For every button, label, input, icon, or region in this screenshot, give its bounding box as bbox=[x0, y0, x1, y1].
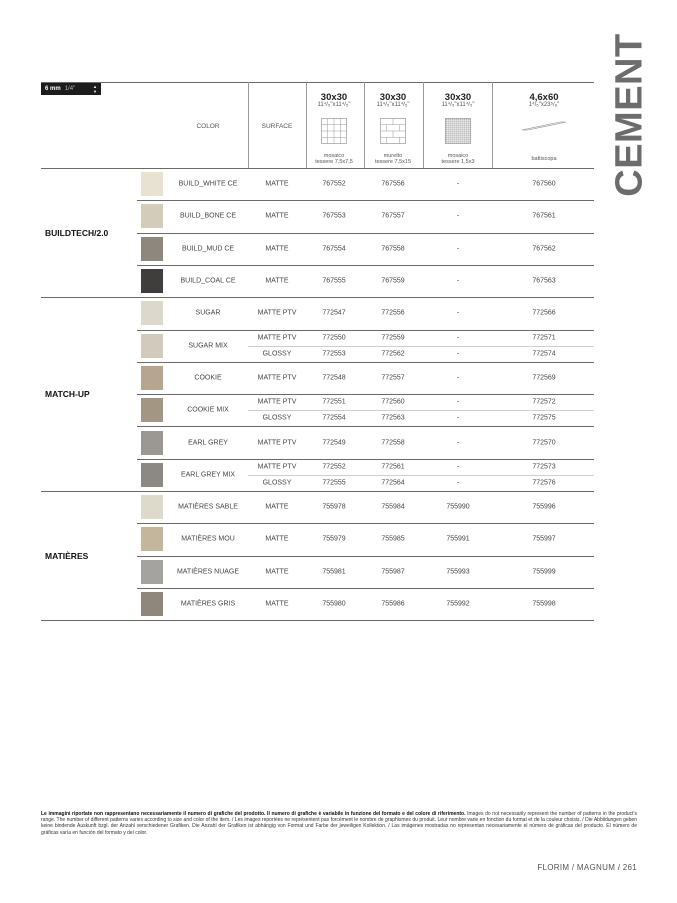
color-swatch bbox=[141, 334, 163, 358]
product-code: - bbox=[456, 398, 460, 406]
updown-arrow-icon: ▲ ▼ bbox=[93, 84, 97, 94]
format-note-tiles: tessere 7,5x15 bbox=[374, 159, 412, 165]
product-code: 772564 bbox=[381, 479, 405, 487]
color-name: MATIÈRES SABLE bbox=[178, 503, 238, 511]
product-code: 772557 bbox=[381, 374, 405, 382]
row-divider bbox=[137, 265, 594, 266]
product-code: 772553 bbox=[322, 350, 346, 358]
surface-finish: MATTE bbox=[265, 535, 289, 543]
product-code: 755987 bbox=[381, 568, 405, 576]
product-code: 755997 bbox=[532, 535, 556, 543]
surface-finish: GLOSSY bbox=[262, 350, 292, 358]
color-name: SUGAR bbox=[195, 309, 221, 317]
surface-finish: MATTE PTV bbox=[257, 398, 297, 406]
header-surface: SURFACE bbox=[261, 123, 293, 130]
product-code: 772569 bbox=[532, 374, 556, 382]
product-code: 772570 bbox=[532, 439, 556, 447]
color-name: COOKIE bbox=[194, 374, 222, 382]
thickness-mm: 6 mm bbox=[45, 86, 61, 92]
surface-finish: MATTE bbox=[265, 245, 289, 253]
product-code: 767555 bbox=[322, 277, 346, 285]
product-code: 772555 bbox=[322, 479, 346, 487]
format-size-inch: 11⁴/₅"x11⁴/₅" bbox=[376, 102, 410, 108]
format-note-type: battiscopa bbox=[531, 156, 557, 162]
product-code: 772562 bbox=[381, 350, 405, 358]
product-code: 772548 bbox=[322, 374, 346, 382]
family-divider bbox=[41, 620, 594, 621]
product-code: 772574 bbox=[532, 350, 556, 358]
color-name: MATIÈRES MOU bbox=[181, 535, 235, 543]
product-code: 755993 bbox=[446, 568, 470, 576]
product-code: 767554 bbox=[322, 245, 346, 253]
surface-finish: MATTE bbox=[265, 277, 289, 285]
product-family-name: BUILDTECH/2.0 bbox=[45, 227, 109, 238]
color-swatch bbox=[141, 495, 163, 519]
product-code: 772549 bbox=[322, 439, 346, 447]
color-swatch bbox=[141, 463, 163, 487]
product-code: 755998 bbox=[532, 600, 556, 608]
color-name: EARL GREY MIX bbox=[180, 471, 236, 479]
color-name: BUILD_WHITE CE bbox=[178, 180, 238, 188]
row-divider bbox=[137, 200, 594, 201]
color-swatch bbox=[141, 398, 163, 422]
disclaimer-bold: Le immagini riportate non rappresentano necessariamente il numero di grafiche del prodotto. Il numero di grafiche è variabile in funzione del formato e del colore di riferimento. bbox=[41, 811, 466, 817]
collection-title bbox=[604, 33, 656, 197]
product-family-name: MATCH-UP bbox=[45, 389, 90, 400]
format-note-type: muretto bbox=[383, 153, 403, 159]
disclaimer bbox=[41, 811, 637, 836]
color-name: BUILD_COAL CE bbox=[180, 277, 236, 285]
product-code: 772572 bbox=[532, 398, 556, 406]
color-swatch bbox=[141, 560, 163, 584]
product-code: 755992 bbox=[446, 600, 470, 608]
format-note-tiles: tessere 7,5x7,5 bbox=[315, 159, 353, 165]
header-column-divider bbox=[492, 82, 493, 168]
row-divider bbox=[137, 233, 594, 234]
micro-mosaic-icon bbox=[445, 118, 471, 144]
product-code: 767560 bbox=[532, 180, 556, 188]
product-code: - bbox=[456, 414, 460, 422]
product-code: 772554 bbox=[322, 414, 346, 422]
product-code: 772558 bbox=[381, 439, 405, 447]
product-code: - bbox=[456, 374, 460, 382]
thickness-inch: 1/4" bbox=[64, 86, 76, 92]
product-code: 755991 bbox=[446, 535, 470, 543]
format-size-inch: 11⁴/₅"x11⁴/₅" bbox=[441, 102, 475, 108]
product-code: - bbox=[456, 350, 460, 358]
product-code: - bbox=[456, 277, 460, 285]
format-note bbox=[512, 156, 576, 162]
color-name: COOKIE MIX bbox=[187, 406, 229, 414]
product-code: 772551 bbox=[322, 398, 346, 406]
product-code: 767553 bbox=[322, 212, 346, 220]
product-code: 755986 bbox=[381, 600, 405, 608]
header-bottom-rule bbox=[41, 168, 594, 169]
product-code: 755980 bbox=[322, 600, 346, 608]
thickness-badge bbox=[41, 83, 101, 95]
skirting-board-icon bbox=[521, 121, 567, 131]
surface-finish: MATTE bbox=[265, 568, 289, 576]
row-divider bbox=[137, 362, 594, 363]
format-note-tiles: tessere 1,5x3 bbox=[441, 159, 475, 165]
product-code: 767561 bbox=[532, 212, 556, 220]
subrow-divider bbox=[248, 346, 594, 347]
color-swatch bbox=[141, 204, 163, 228]
row-divider bbox=[137, 330, 594, 331]
brick-pattern-icon bbox=[380, 118, 406, 144]
header-column-divider bbox=[248, 82, 249, 168]
product-code: 772556 bbox=[381, 309, 405, 317]
surface-finish: MATTE PTV bbox=[257, 309, 297, 317]
surface-finish: MATTE PTV bbox=[257, 374, 297, 382]
surface-finish: MATTE bbox=[265, 212, 289, 220]
family-divider bbox=[41, 491, 594, 492]
color-swatch bbox=[141, 301, 163, 325]
format-size: 30x30 bbox=[444, 92, 472, 103]
surface-finish: MATTE bbox=[265, 180, 289, 188]
format-size: 4,6x60 bbox=[529, 92, 559, 103]
format-note-type: mosaico bbox=[323, 153, 345, 159]
surface-finish: GLOSSY bbox=[262, 479, 292, 487]
format-note bbox=[302, 153, 366, 165]
product-code: - bbox=[456, 463, 460, 471]
product-code: - bbox=[456, 479, 460, 487]
product-code: 767558 bbox=[381, 245, 405, 253]
product-code: - bbox=[456, 245, 460, 253]
product-code: 767552 bbox=[322, 180, 346, 188]
product-code: 772571 bbox=[532, 334, 556, 342]
disclaimer-text: Images do not necessarily represent the number of patterns in the product's range. The number of different patterns varies according to size and color of the item. / Les images reportées ne représentent pas forcément le nombre de graphismes du produit. Leur nombre varie en fonction du format et de la couleur choisis. / Die Abbildungen geben keine bindende Auskunft bzgl. der Anzahl verschiedener Grafiken. Die Anzahl der Grafiken ist abhängig von Format und Farbe der jeweiligen Kollektion. / Las imágenes mostradas no representan necesariamente el número de gráficas del producto. El número de gráficas varía en función del formato y del color. bbox=[41, 811, 638, 836]
format-size: 30x30 bbox=[379, 92, 407, 103]
product-code: 755990 bbox=[446, 503, 470, 511]
color-swatch bbox=[141, 172, 163, 196]
row-divider bbox=[137, 426, 594, 427]
product-code: 755996 bbox=[532, 503, 556, 511]
product-code: 772563 bbox=[381, 414, 405, 422]
product-code: 767559 bbox=[381, 277, 405, 285]
product-code: - bbox=[456, 309, 460, 317]
color-name: EARL GREY bbox=[188, 439, 228, 447]
product-code: 772561 bbox=[381, 463, 405, 471]
product-code: 772573 bbox=[532, 463, 556, 471]
table-top-rule bbox=[41, 82, 594, 83]
surface-finish: GLOSSY bbox=[262, 414, 292, 422]
format-size-inch: 11⁴/₅"x11⁴/₅" bbox=[317, 102, 351, 108]
family-divider bbox=[41, 297, 594, 298]
product-code: 755985 bbox=[381, 535, 405, 543]
product-code: 767556 bbox=[381, 180, 405, 188]
product-code: 772550 bbox=[322, 334, 346, 342]
product-code: 755999 bbox=[532, 568, 556, 576]
product-code: 772560 bbox=[381, 398, 405, 406]
color-swatch bbox=[141, 237, 163, 261]
product-code: - bbox=[456, 180, 460, 188]
mosaic-grid-icon bbox=[321, 118, 347, 144]
product-code: 772547 bbox=[322, 309, 346, 317]
product-code: 772576 bbox=[532, 479, 556, 487]
color-swatch bbox=[141, 431, 163, 455]
surface-finish: MATTE PTV bbox=[257, 334, 297, 342]
color-swatch bbox=[141, 269, 163, 293]
color-name: BUILD_BONE CE bbox=[179, 212, 237, 220]
product-family-name: MATIÈRES bbox=[45, 550, 89, 561]
product-code: - bbox=[456, 212, 460, 220]
format-note bbox=[426, 153, 490, 165]
collection-title-text: CEMENT bbox=[608, 33, 651, 197]
product-code: 767562 bbox=[532, 245, 556, 253]
color-swatch bbox=[141, 366, 163, 390]
product-code: 772575 bbox=[532, 414, 556, 422]
product-code: 767557 bbox=[381, 212, 405, 220]
color-name: MATIÈRES GRIS bbox=[180, 600, 236, 608]
row-divider bbox=[137, 394, 594, 395]
color-name: SUGAR MIX bbox=[188, 342, 228, 350]
product-code: 772559 bbox=[381, 334, 405, 342]
row-divider bbox=[137, 556, 594, 557]
row-divider bbox=[137, 523, 594, 524]
surface-finish: MATTE bbox=[265, 503, 289, 511]
product-code: - bbox=[456, 334, 460, 342]
subrow-divider bbox=[248, 410, 594, 411]
row-divider bbox=[137, 459, 594, 460]
format-size-inch: 1⁴/₅"x23⁵/₈" bbox=[528, 102, 560, 108]
product-code: 767563 bbox=[532, 277, 556, 285]
surface-finish: MATTE bbox=[265, 600, 289, 608]
surface-finish: MATTE PTV bbox=[257, 463, 297, 471]
row-divider bbox=[137, 588, 594, 589]
product-code: 755984 bbox=[381, 503, 405, 511]
surface-finish: MATTE PTV bbox=[257, 439, 297, 447]
page-number: FLORIM / MAGNUM / 261 bbox=[537, 863, 637, 872]
header-color: COLOR bbox=[196, 123, 220, 130]
format-size: 30x30 bbox=[320, 92, 348, 103]
color-swatch bbox=[141, 527, 163, 551]
product-code: 772566 bbox=[532, 309, 556, 317]
format-note bbox=[361, 153, 425, 165]
color-name: MATIÈRES NUAGE bbox=[176, 568, 240, 576]
product-code: - bbox=[456, 439, 460, 447]
color-swatch bbox=[141, 592, 163, 616]
product-code: 755981 bbox=[322, 568, 346, 576]
product-code: 755979 bbox=[322, 535, 346, 543]
color-name: BUILD_MUD CE bbox=[181, 245, 235, 253]
product-code: 755978 bbox=[322, 503, 346, 511]
subrow-divider bbox=[248, 475, 594, 476]
format-note-type: mosaico bbox=[447, 153, 469, 159]
product-code: 772552 bbox=[322, 463, 346, 471]
